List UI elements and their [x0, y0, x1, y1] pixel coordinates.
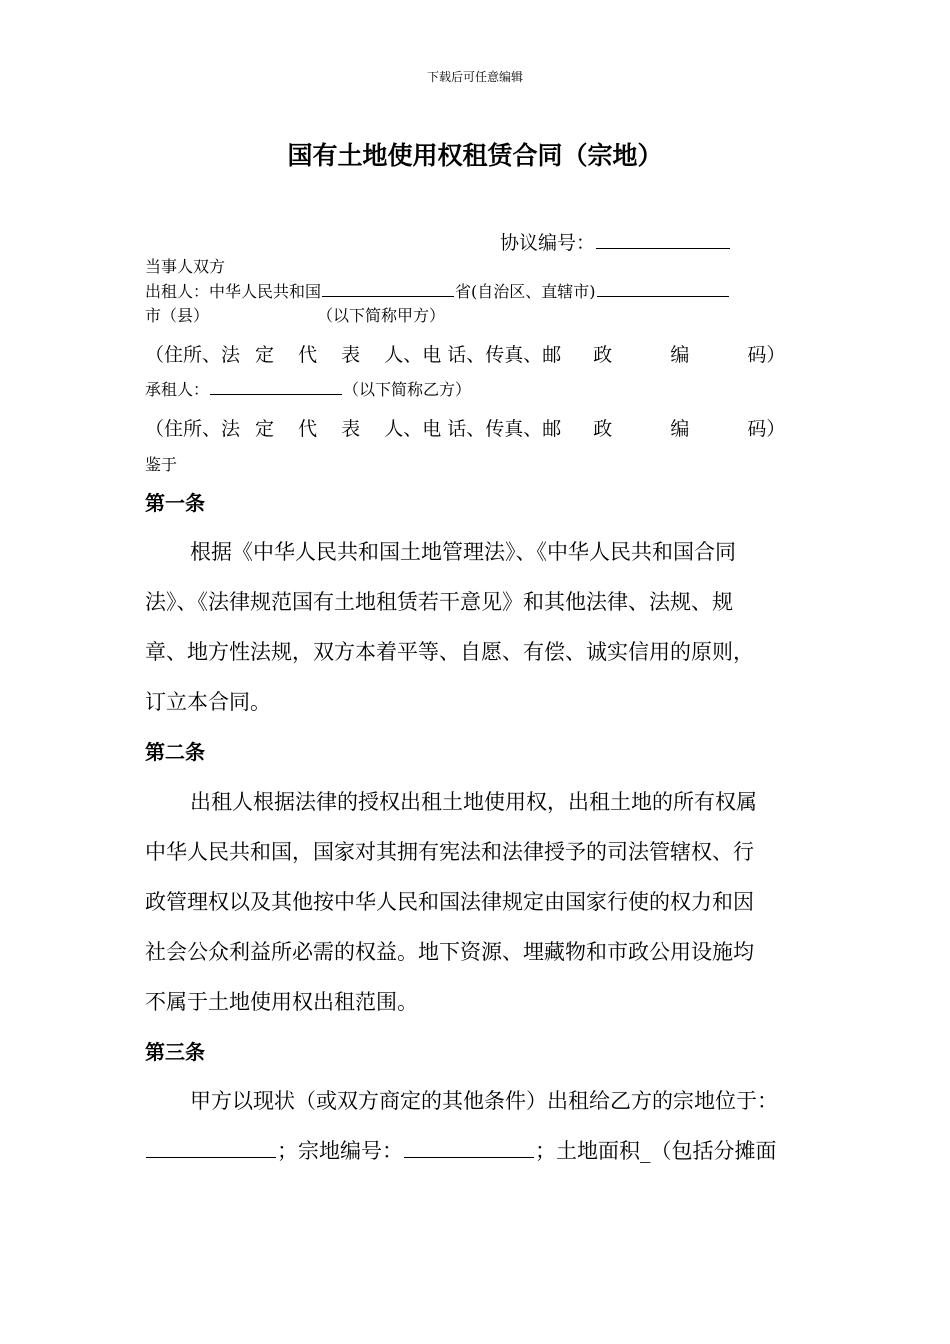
- article-1-line-1: 根据《中华人民共和国土地管理法》、《中华人民共和国合同: [190, 540, 736, 564]
- lessor-prefix: 出租人：中华人民共和国: [145, 282, 322, 301]
- agreement-number: [500, 228, 731, 255]
- lessee-blank[interactable]: [210, 393, 342, 395]
- lessee-prefix: 承租人：: [145, 380, 210, 399]
- contract-title: 国有土地使用权租赁合同（宗地）: [287, 141, 663, 170]
- lessor-line: [145, 279, 730, 302]
- article-3-line-2: [145, 1135, 777, 1165]
- agreement-number-blank[interactable]: [596, 247, 730, 249]
- header-note: 下载后可任意编辑: [426, 70, 523, 84]
- agreement-number-label: 协议编号：: [500, 232, 596, 254]
- whereas: 鉴于: [145, 455, 178, 474]
- article-1-heading: 第一条: [145, 491, 205, 515]
- article-2-line-5: 不属于土地使用权出租范围。: [145, 990, 418, 1014]
- lessee-info-text: （住所、法 定 代 表 人、电 话、传真、邮 政 编 码）: [145, 418, 786, 440]
- article-2-heading: 第二条: [145, 740, 205, 764]
- article-3-heading: 第三条: [145, 1040, 205, 1064]
- article-3-line-1: 甲方以现状（或双方商定的其他条件）出租给乙方的宗地位于：: [190, 1089, 778, 1113]
- article-1-line-2: 法》、《法律规范国有土地租赁若干意见》和其他法律、法规、规: [145, 590, 733, 614]
- land-area-label: ；土地面积_（包括分摊面: [535, 1139, 777, 1163]
- location-blank[interactable]: [146, 1156, 276, 1158]
- lessor-info-line: [145, 340, 785, 367]
- lessor-province-label: 省(自治区、直辖市): [455, 282, 596, 301]
- lessee-line: [145, 377, 471, 400]
- lessee-info-line: [145, 414, 785, 441]
- article-2-line-1: 出租人根据法律的授权出租土地使用权，出租土地的所有权属: [190, 790, 757, 814]
- lessor-info-text: （住所、法 定 代 表 人、电 话、传真、邮 政 编 码）: [145, 344, 786, 366]
- lessor-abbr: （以下简称甲方）: [317, 306, 446, 325]
- article-2-line-4: 社会公众利益所必需的权益。地下资源、埋藏物和市政公用设施均: [145, 940, 754, 964]
- province-blank[interactable]: [322, 295, 454, 297]
- city-blank[interactable]: [597, 295, 729, 297]
- parcel-number-blank[interactable]: [404, 1156, 534, 1158]
- article-1-line-4: 订立本合同。: [145, 690, 271, 714]
- parcel-number-label: ；宗地编号：: [277, 1139, 403, 1163]
- article-2-line-3: 政管理权以及其他按中华人民和国法律规定由国家行使的权力和因: [145, 890, 754, 914]
- lessor-city-label: 市（县）: [145, 306, 210, 325]
- article-1-line-3: 章、地方性法规，双方本着平等、自愿、有偿、诚实信用的原则，: [145, 640, 754, 664]
- lessee-abbr: （以下简称乙方）: [343, 380, 472, 399]
- parties-heading: 当事人双方: [145, 257, 226, 276]
- article-2-line-2: 中华人民共和国，国家对其拥有宪法和法律授予的司法管辖权、行: [145, 840, 754, 864]
- lessor-city-line: [145, 303, 445, 326]
